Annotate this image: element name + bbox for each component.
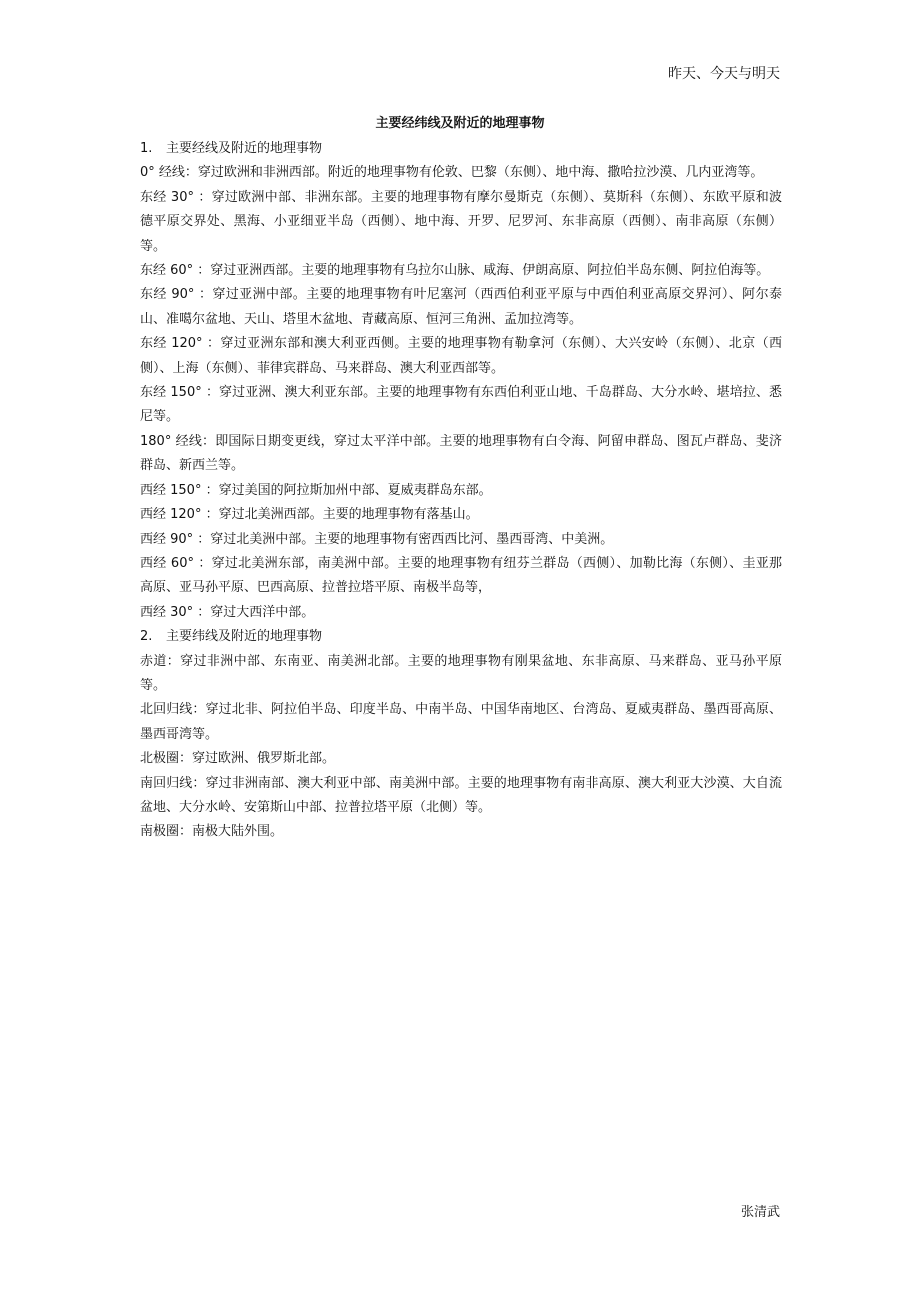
paragraph-east-60: 东经 60° ：穿过亚洲西部。主要的地理事物有乌拉尔山脉、咸海、伊朗高原、阿拉伯半岛东侧、阿拉伯海等。 xyxy=(140,263,770,279)
paragraph-east-30: 东经 30° ：穿过欧洲中部、非洲东部。主要的地理事物有摩尔曼斯克（东侧）、莫斯科（东侧）、东欧平原和波德平原交界处、黑海、小亚细亚半岛（西侧）、地中海、开罗、尼罗河、东非高原（西侧）、南非高原（东侧）等。 xyxy=(140,189,782,254)
page-header: 昨天、今天与明天 xyxy=(668,66,780,82)
section-heading-text: 主要经线及附近的地理事物 xyxy=(166,141,323,156)
page-footer: 张清武 xyxy=(740,1205,780,1220)
paragraph-west-60: 西经 60° ：穿过北美洲东部，南美洲中部。主要的地理事物有纽芬兰群岛（西侧）、加勒比海（东侧）、圭亚那高原、亚马孙平原、巴西高原、拉普拉塔平原、南极半岛等， xyxy=(140,555,782,596)
paragraph-prime-meridian: 0° 经线：穿过欧洲和非洲西部。附近的地理事物有伦敦、巴黎（东侧）、地中海、撒哈拉沙漠、几内亚湾等。 xyxy=(140,165,764,181)
paragraph-arctic-circle: 北极圈：穿过欧洲、俄罗斯北部。 xyxy=(140,751,336,767)
paragraph-equator: 赤道：穿过非洲中部、东南亚、南美洲北部。主要的地理事物有刚果盆地、东非高原、马来群岛、亚马孙平原等。 xyxy=(140,653,782,693)
paragraph-180-meridian: 180° 经线：即国际日期变更线，穿过太平洋中部。主要的地理事物有白令海、阿留申群岛、图瓦卢群岛、斐济群岛、新西兰等。 xyxy=(140,433,782,474)
paragraph-east-120: 东经 120° ：穿过亚洲东部和澳大利亚西侧。主要的地理事物有勒拿河（东侧）、大兴安岭（东侧）、北京（西侧）、上海（东侧）、菲律宾群岛、马来群岛、澳大利亚西部等。 xyxy=(140,336,782,376)
paragraph-antarctic-circle: 南极圈：南极大陆外围。 xyxy=(140,824,284,840)
document-body xyxy=(140,137,782,845)
paragraph-tropic-of-capricorn: 南回归线：穿过非洲南部、澳大利亚中部、南美洲中部。主要的地理事物有南非高原、澳大利亚大沙漠、大自流盆地、大分水岭、安第斯山中部、拉普拉塔平原（北侧）等。 xyxy=(140,775,782,815)
paragraph-west-120: 西经 120° ：穿过北美洲西部。主要的地理事物有落基山。 xyxy=(140,507,479,523)
document-title: 主要经纬线及附近的地理事物 xyxy=(375,116,545,131)
paragraph-east-90: 东经 90° ：穿过亚洲中部。主要的地理事物有叶尼塞河（西西伯利亚平原与中西伯利亚高原交界河）、阿尔泰山、准噶尔盆地、天山、塔里木盆地、青藏高原、恒河三角洲、孟加拉湾等。 xyxy=(140,287,782,327)
section-heading-text: 主要纬线及附近的地理事物 xyxy=(166,629,323,645)
section-heading-longitude xyxy=(140,137,782,161)
paragraph-east-150: 东经 150° ：穿过亚洲、澳大利亚东部。主要的地理事物有东西伯利亚山地、千岛群岛、大分水岭、堪培拉、悉尼等。 xyxy=(140,385,782,425)
section-heading-latitude xyxy=(140,625,782,649)
section-number: 2. xyxy=(140,629,153,645)
section-number: 1. xyxy=(140,141,153,156)
paragraph-west-30: 西经 30° ：穿过大西洋中部。 xyxy=(140,604,315,620)
paragraph-west-90: 西经 90° ：穿过北美洲中部。主要的地理事物有密西西比河、墨西哥湾、中美洲。 xyxy=(140,531,614,547)
paragraph-west-150: 西经 150° ：穿过美国的阿拉斯加州中部、夏威夷群岛东部。 xyxy=(140,482,492,498)
paragraph-tropic-of-cancer: 北回归线：穿过北非、阿拉伯半岛、印度半岛、中南半岛、中国华南地区、台湾岛、夏威夷群岛、墨西哥高原、墨西哥湾等。 xyxy=(140,702,782,742)
